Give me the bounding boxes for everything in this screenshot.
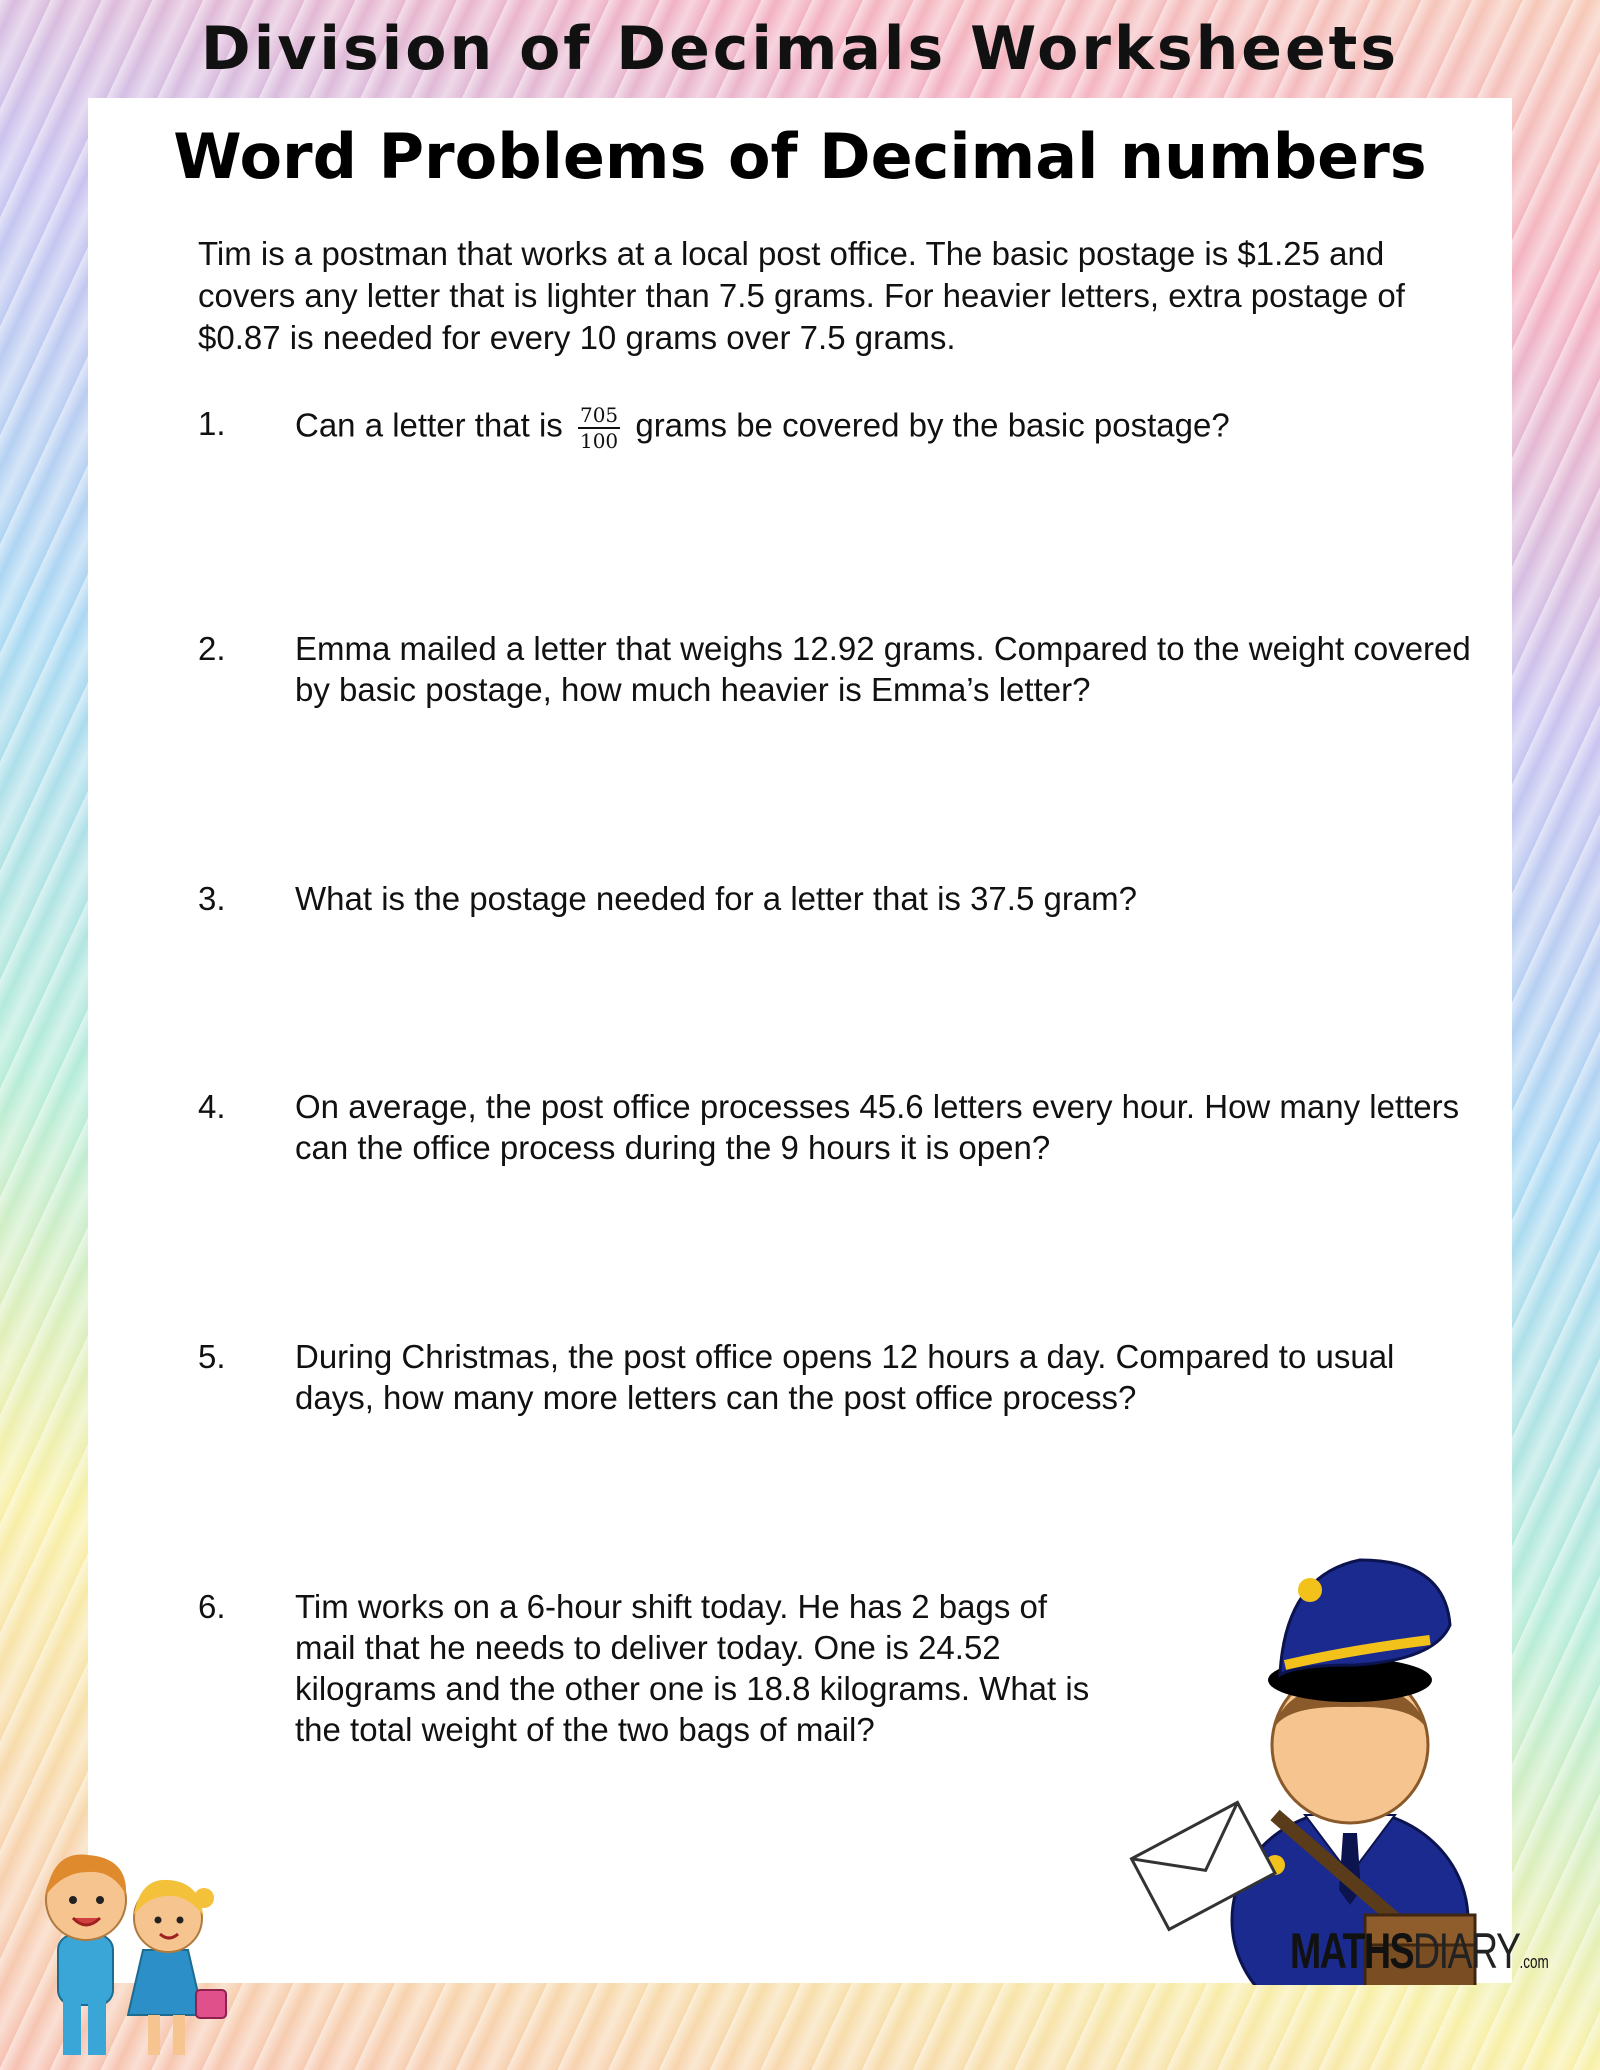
- mathsdiary-logo: [1290, 1922, 1549, 1980]
- question-number: 3.: [198, 880, 226, 917]
- intro-paragraph: Tim is a postman that works at a local post office. The basic postage is $1.25 and covers any letter that is lighter than 7.5 grams. For heavier letters, extra postage of $0.87 is needed for every 10 grams over 7.5 grams.: [198, 235, 1405, 356]
- kids-illustration-icon: [28, 1840, 233, 2065]
- question-text-before: Can a letter that is: [295, 406, 563, 444]
- page-title: Division of Decimals Worksheets: [200, 14, 1400, 84]
- postman-illustration-icon: [1125, 1515, 1495, 1985]
- fraction-numerator: 705: [579, 403, 619, 427]
- logo-part-maths: MATHS: [1290, 1923, 1414, 1979]
- question-number: 5.: [198, 1338, 226, 1375]
- question-text: [295, 403, 1475, 453]
- question-text: On average, the post office processes 45.6 letters every hour. How many letters can the office process during the 9 hours it is open?: [295, 1088, 1460, 1166]
- logo-part-diary: DIARY: [1413, 1923, 1520, 1979]
- question-text: Emma mailed a letter that weighs 12.92 grams. Compared to the weight covered by basic postage, how much heavier is Emma’s letter?: [295, 630, 1471, 708]
- question-text: What is the postage needed for a letter that is 37.5 gram?: [295, 880, 1137, 917]
- question-number: 4.: [198, 1088, 226, 1125]
- question-text: During Christmas, the post office opens 12 hours a day. Compared to usual days, how many more letters can the post office process?: [295, 1338, 1395, 1416]
- question-number: 6.: [198, 1588, 226, 1625]
- fraction-denominator: 100: [579, 429, 619, 453]
- logo-suffix: .com: [1519, 1952, 1549, 1972]
- worksheet-title: Word Problems of Decimal numbers: [173, 120, 1427, 193]
- question-text-after: grams be covered by the basic postage?: [635, 406, 1230, 444]
- question-number: 2.: [198, 630, 226, 667]
- question-number: 1.: [198, 405, 226, 442]
- fraction: [578, 403, 620, 453]
- question-text: Tim works on a 6-hour shift today. He has 2 bags of mail that he needs to deliver today. One is 24.52 kilograms and the other one is 18.8 kilograms. What is the total weight of the two bags of mail?: [295, 1588, 1090, 1748]
